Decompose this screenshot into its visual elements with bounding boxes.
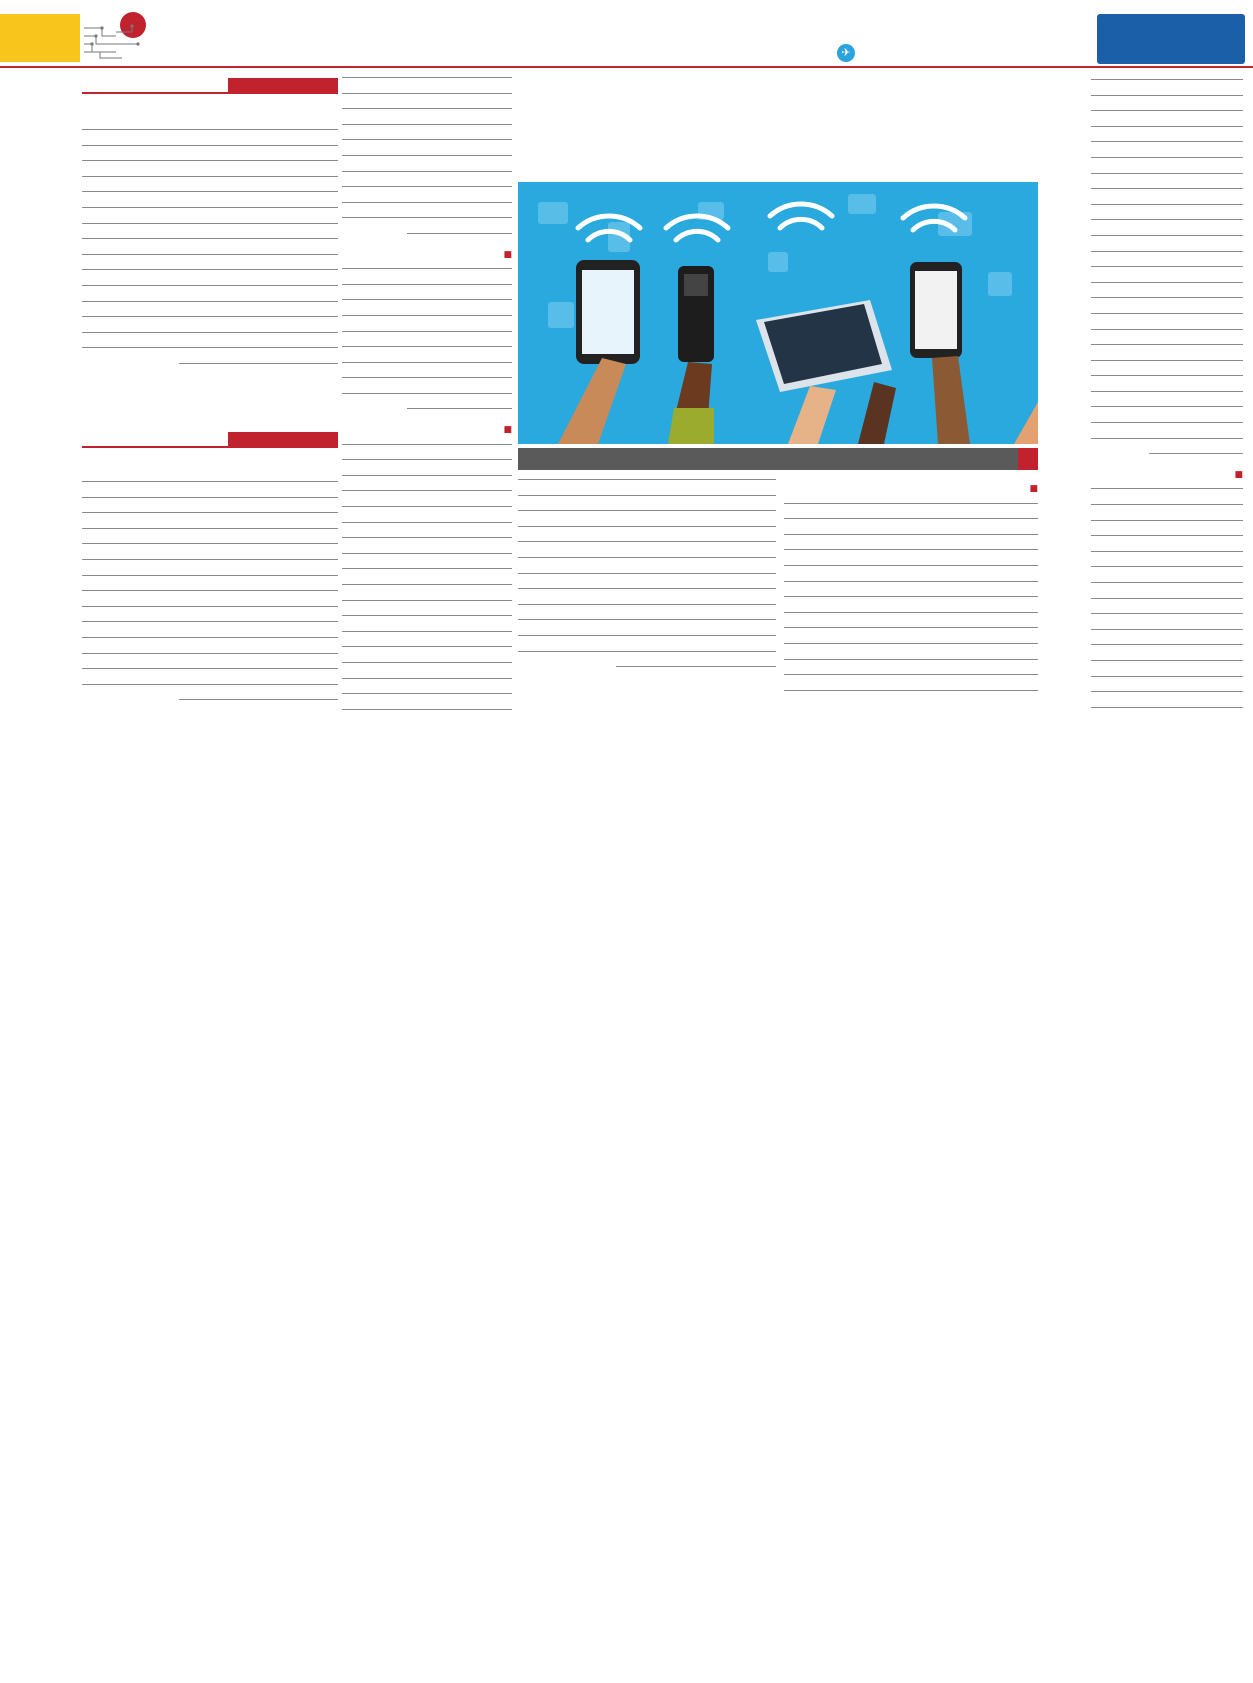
news-section-label <box>82 78 338 94</box>
illustration-svg <box>518 182 1038 444</box>
body-text <box>342 441 512 718</box>
viewpoint-column-left <box>518 476 776 718</box>
circuit-icon <box>82 22 142 62</box>
body-text <box>342 265 512 412</box>
body-text <box>342 74 512 237</box>
viewpoint-accent <box>1018 448 1038 470</box>
body-text <box>1091 485 1243 718</box>
masthead <box>0 0 1253 68</box>
newspaper-logo <box>1097 14 1245 64</box>
viewpoint-label <box>518 448 1038 470</box>
news-body <box>82 124 338 410</box>
main-story-column-1 <box>1091 74 1243 718</box>
main-story-column-3 <box>342 74 512 718</box>
viewpoint-column-right <box>784 476 1038 718</box>
subhead <box>1091 466 1243 484</box>
label-tag <box>228 78 338 94</box>
body-text <box>82 126 338 367</box>
body-text <box>82 478 338 703</box>
body-text <box>784 500 1038 694</box>
label-tag <box>228 432 338 448</box>
subhead <box>784 480 1038 498</box>
header-divider <box>0 66 1253 68</box>
social-body <box>82 478 338 718</box>
illustration-hands-devices <box>518 182 1038 444</box>
page-number <box>0 14 80 62</box>
body-text <box>1091 76 1243 457</box>
subhead <box>342 421 512 439</box>
body-text <box>518 476 776 670</box>
subhead <box>342 246 512 264</box>
social-section-label <box>82 432 338 448</box>
telegram-icon: ✈ <box>837 44 855 62</box>
